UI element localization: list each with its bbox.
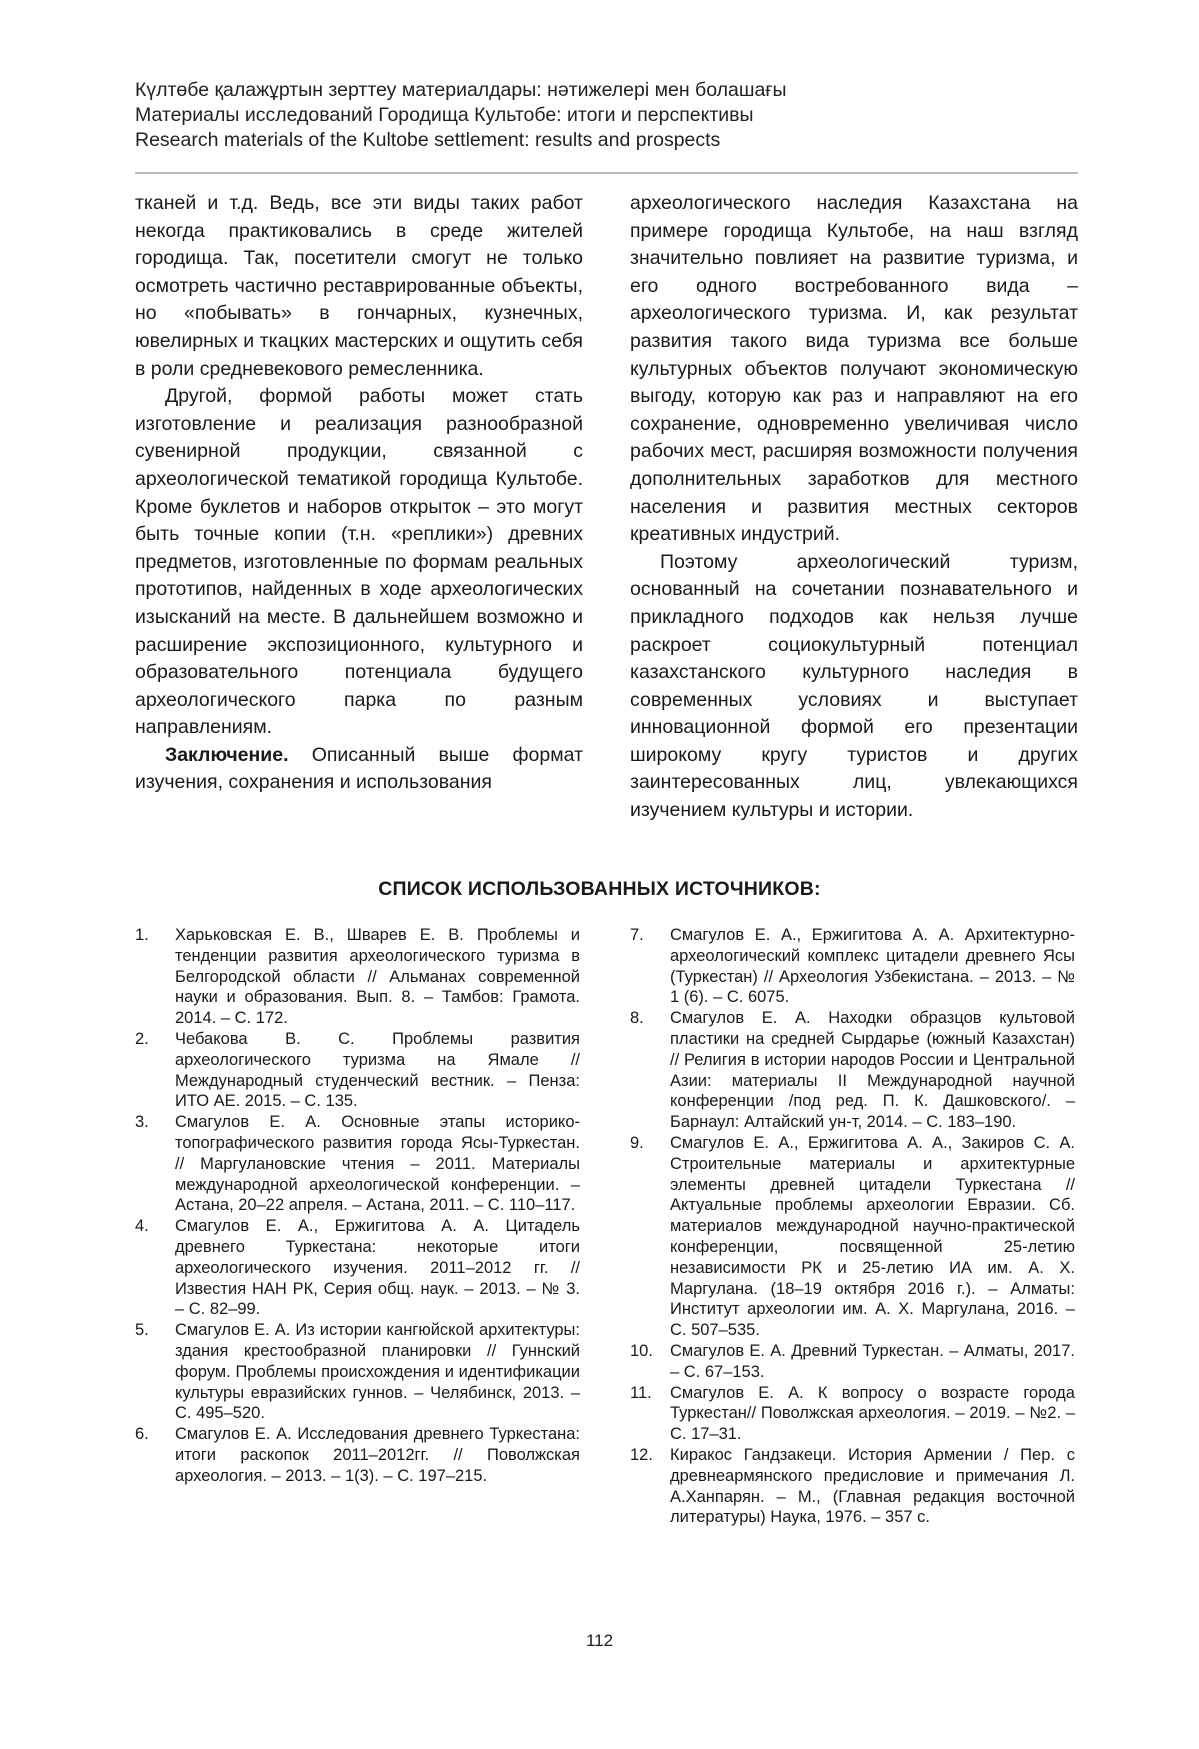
reference-text: Смагулов Е. А. Древний Туркестан. – Алматы, 2017. – С. 67–153.	[670, 1341, 1075, 1381]
reference-text: Киракос Гандзакеци. История Армении / Пер. с древнеармянского предисловие и примечания Л. А.Ханпарян. – М., (Главная редакция восточной литературы) Наука, 1976. – 357 с.	[670, 1445, 1075, 1527]
references-column-right	[630, 925, 1075, 1528]
conclusion-heading: Заключение.	[165, 743, 289, 766]
reference-number: 6.	[135, 1425, 149, 1444]
paragraph: Поэтому археологический туризм, основанный на сочетании познавательного и прикладного подходов как нельзя лучше раскроет социокультурный потенциал казахстанского культурного наследия в современных условиях и выступает инновационной формой его презентации широкому кругу туристов и других заинтересованных лиц, увлекающихся изучением культуры и истории.	[630, 550, 1078, 822]
body-column-right	[630, 190, 1078, 825]
running-header	[135, 78, 1075, 153]
header-title-en: Research materials of the Kultobe settlement: results and prospects	[135, 129, 721, 151]
reference-text: Смагулов Е. А. Находки образцов культовой пластики на средней Сырдарье (южный Казахстан) // Религия в истории народов России и Центральной Азии: материалы II Международной научной конференции /под ред. П. К. Дашковского/. – Барнаул: Алтайский ун-т, 2014. – С. 183–190.	[670, 1009, 1075, 1132]
reference-item	[135, 1029, 580, 1112]
reference-item	[630, 1383, 1075, 1445]
conclusion-text: Описанный выше формат изучения, сохранения и использования	[135, 743, 583, 794]
header-title-kz: Күлтөбе қалажұртын зерттеу материалдары: нәтижелері мен болашағы	[135, 79, 787, 101]
reference-text: Смагулов Е. А., Ержигитова А. А., Закиров С. А. Строительные материалы и архитектурные элементы древней цитадели Туркестана // Актуальные проблемы археологии Евразии. Сб. материалов международной научно-практической конференции, посвященной 25-летию независимости РК и 25-летию ИА им. А. Х. Маргулана. (18–19 октября 2016 г.). – Алматы: Институт археологии им. А. Х. Маргулана, 2016. – С. 507–535.	[670, 1133, 1075, 1340]
paragraph: археологического наследия Казахстана на примере городища Культобе, на наш взгляд значительно повлияет на развитие туризма, и его одного востребованного вида – археологического туризма. И, как результат развития такого вида туризма все больше культурных объектов получают экономическую выгоду, которую как раз и направляют на его сохранение, одновременно увеличивая число рабочих мест, расширяя возможности получения дополнительных заработков для местного населения и развития местных секторов креативных индустрий.	[630, 192, 1078, 546]
header-title-ru: Материалы исследований Городища Культобе: итоги и перспективы	[135, 104, 754, 126]
reference-item	[135, 1216, 580, 1320]
conclusion-paragraph	[135, 742, 583, 797]
references-title: СПИСОК ИСПОЛЬЗОВАННЫХ ИСТОЧНИКОВ:	[378, 878, 821, 900]
paragraph: Другой, формой работы может стать изготовление и реализация разнообразной сувенирной продукции, связанной с археологической тематикой городища Культобе. Кроме буклетов и наборов открыток – это могут быть точные копии (т.н. «реплики») древних предметов, изготовленные по формам реальных прототипов, найденных в ходе археологических изысканий на месте. В дальнейшем возможно и расширение экспозиционного, культурного и образовательного потенциала будущего археологического парка по разным направлениям.	[135, 385, 583, 739]
references-column-left	[135, 925, 580, 1487]
reference-text: Чебакова В. С. Проблемы развития археологического туризма на Ямале // Международный студенческий вестник. – Пенза: ИТО АЕ. 2015. – С. 135.	[175, 1029, 580, 1111]
reference-text: Смагулов Е. А. Из истории кангюйской архитектуры: здания крестообразной планировки // Гуннский форум. Проблемы происхождения и идентификации культуры евразийских гуннов. – Челябинск, 2013. – С. 495–520.	[175, 1321, 580, 1423]
reference-text: Смагулов Е. А. Основные этапы историко-топографического развития города Ясы-Туркестан. // Маргулановские чтения – 2011. Материалы международной археологической конференции. – Астана, 20–22 апреля. – Астана, 2011. – С. 110–117.	[175, 1113, 580, 1215]
reference-number: 4.	[135, 1217, 149, 1236]
reference-item	[135, 925, 580, 1029]
reference-item	[630, 1445, 1075, 1528]
reference-number: 3.	[135, 1113, 149, 1132]
reference-number: 5.	[135, 1321, 149, 1340]
reference-number: 8.	[630, 1009, 644, 1028]
reference-text: Смагулов Е. А. Исследования древнего Туркестана: итоги раскопок 2011–2012гг. // Поволжская археология. – 2013. – 1(3). – С. 197–215.	[175, 1425, 580, 1485]
reference-number: 11.	[630, 1383, 652, 1402]
reference-text: Смагулов Е. А., Ержигитова А. А. Цитадель древнего Туркестана: некоторые итоги археологического изучения. 2011–2012 гг. // Известия НАН РК, Серия общ. наук. – 2013. – № 3. – С. 82–99.	[175, 1217, 580, 1319]
reference-item	[630, 1133, 1075, 1341]
paragraph: тканей и т.д. Ведь, все эти виды таких работ некогда практиковались в среде жителей городища. Так, посетители смогут не только осмотреть частично реставрированные объекты, но «побывать» в гончарных, кузнечных, ювелирных и ткацких мастерских и ощутить себя в роли средневекового ремесленника.	[135, 192, 583, 380]
reference-item	[135, 1320, 580, 1424]
reference-number: 1.	[135, 926, 149, 944]
page-number: 112	[585, 1631, 614, 1650]
reference-item	[630, 1008, 1075, 1133]
reference-number: 7.	[630, 926, 644, 944]
reference-text: Смагулов Е. А. К вопросу о возрасте города Туркестан// Поволжская археология. – 2019. – №2. – С. 17–31.	[670, 1383, 1075, 1444]
reference-item	[135, 1424, 580, 1486]
reference-item	[135, 1112, 580, 1216]
reference-item	[630, 1341, 1075, 1383]
header-divider	[135, 172, 1078, 174]
reference-number: 12.	[630, 1445, 653, 1464]
reference-number: 9.	[630, 1133, 644, 1152]
reference-item	[630, 925, 1075, 1008]
reference-number: 10.	[630, 1341, 653, 1360]
reference-text: Харьковская Е. В., Шварев Е. В. Проблемы и тенденции развития археологического туризма в Белгородской области // Альманах современной науки и образования. Вып. 8. – Тамбов: Грамота. 2014. – С. 172.	[175, 926, 580, 1028]
reference-number: 2.	[135, 1029, 149, 1048]
body-column-left	[135, 190, 583, 797]
reference-text: Смагулов Е. А., Ержигитова А. А. Архитектурно-археологический комплекс цитадели древнего Ясы (Туркестан) // Археология Узбекистана. – 2013. – № 1 (6). – С. 6075.	[670, 926, 1075, 1007]
